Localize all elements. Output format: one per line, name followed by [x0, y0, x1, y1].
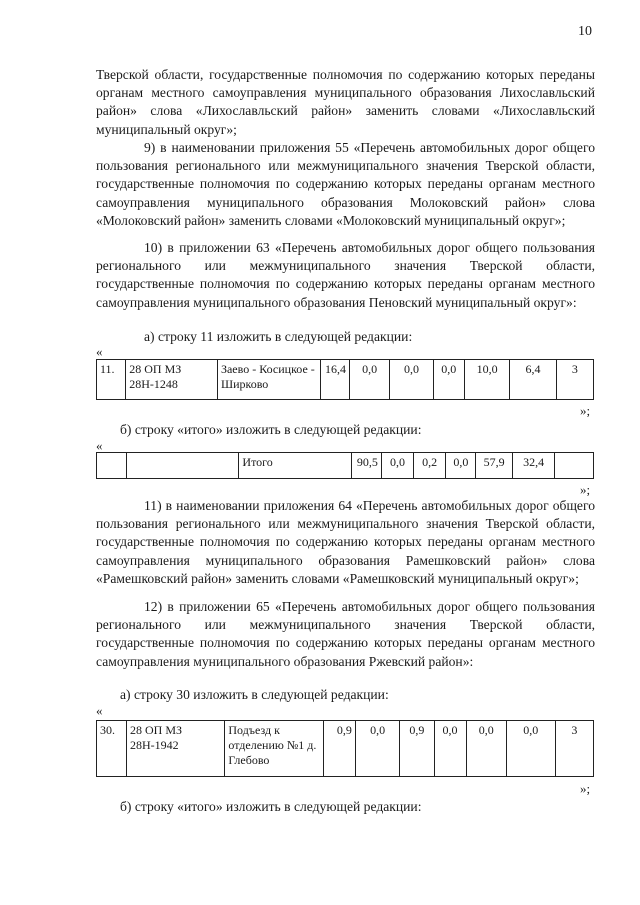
quote-open-3: «: [96, 703, 103, 718]
table-row-11: [96, 359, 594, 400]
cell-value: 3: [556, 360, 593, 400]
quote-open-2: «: [96, 438, 103, 453]
cell-road-name: Итого: [239, 453, 351, 479]
cell-value: 0,2: [414, 453, 446, 479]
quote-close-2: »;: [580, 482, 591, 497]
cell-value: 0,0: [381, 453, 413, 479]
paragraph-item-12b: б) строку «итого» изложить в следующей редакции:: [120, 799, 422, 814]
paragraph-item-12: 12) в приложении 65 «Перечень автомобильных дорог общего пользования регионального или межмуниципального значения Тверской области, государственные полномочия по содержанию которых переданы органам местного самоуправления муниципального образования Ржевский район»:: [96, 599, 595, 669]
cell-number: 11.: [97, 360, 126, 400]
cell-road-code: 28 ОП МЗ 28Н-1942: [127, 721, 225, 777]
cell-value: 57,9: [476, 453, 512, 479]
paragraph-item-12a: а) строку 30 изложить в следующей редакции:: [120, 687, 389, 702]
cell-value: 16,4: [320, 360, 349, 400]
table-row-30: [96, 720, 594, 777]
cell-road-name: Подъезд к отделению №1 д. Глебово: [225, 721, 323, 777]
paragraph-item-10: 10) в приложении 63 «Перечень автомобильных дорог общего пользования регионального или межмуниципального значения Тверской области, государственные полномочия по содержанию которых переданы органам местного самоуправления муниципального образования Пеновский муниципальный округ»:: [96, 240, 595, 310]
cell-road-code: 28 ОП МЗ 28Н-1248: [126, 360, 218, 400]
page-number: 10: [578, 24, 592, 39]
cell-road-name: Заево - Косицкое - Ширково: [217, 360, 320, 400]
table-row-total-1: [96, 452, 594, 479]
paragraph-item-11: 11) в наименовании приложения 64 «Перечень автомобильных дорог общего пользования регионального или межмуниципального значения Тверской области, государственные полномочия по содержанию которых переданы органам местного самоуправления муниципального образования Рамешковский район» слова «Рамешковский район» заменить словами «Рамешковский муниципальный округ»;: [96, 498, 595, 586]
cell-value: 0,0: [466, 721, 506, 777]
paragraph-item-10a: а) строку 11 изложить в следующей редакции:: [144, 329, 413, 344]
cell-value: 0,9: [323, 721, 355, 777]
cell-value: 0,0: [390, 360, 433, 400]
quote-close-3: »;: [580, 781, 591, 796]
cell-number: 30.: [97, 721, 127, 777]
quote-open-1: «: [96, 344, 103, 359]
quote-close-1: »;: [580, 403, 591, 418]
cell-value: 3: [555, 721, 593, 777]
paragraph-item-9: 9) в наименовании приложения 55 «Перечень автомобильных дорог общего пользования регионального или межмуниципального значения Тверской области, государственные полномочия по содержанию которых переданы органам местного самоуправления муниципального образования Молоковский район» слова «Молоковский район» заменить словами «Молоковский муниципальный округ»;: [96, 140, 595, 228]
cell-number: [97, 453, 127, 479]
cell-value: 0,9: [400, 721, 434, 777]
cell-value: 0,0: [433, 360, 464, 400]
cell-road-code: [127, 453, 239, 479]
cell-value: 0,0: [350, 360, 390, 400]
cell-value: 6,4: [510, 360, 556, 400]
cell-value: 0,0: [506, 721, 555, 777]
cell-value: 90,5: [351, 453, 381, 479]
cell-value: 32,4: [512, 453, 555, 479]
paragraph-item-10b: б) строку «итого» изложить в следующей редакции:: [120, 422, 422, 437]
paragraph-p1: Тверской области, государственные полномочия по содержанию которых переданы органам местного самоуправления муниципального образования Лихославльский район» слова «Лихославльский район» заменить словами «Лихославльский муниципальный округ»;: [96, 67, 595, 137]
cell-value: 0,0: [355, 721, 400, 777]
cell-value: 10,0: [464, 360, 509, 400]
cell-value: 0,0: [446, 453, 476, 479]
cell-value: [555, 453, 594, 479]
cell-value: 0,0: [434, 721, 466, 777]
